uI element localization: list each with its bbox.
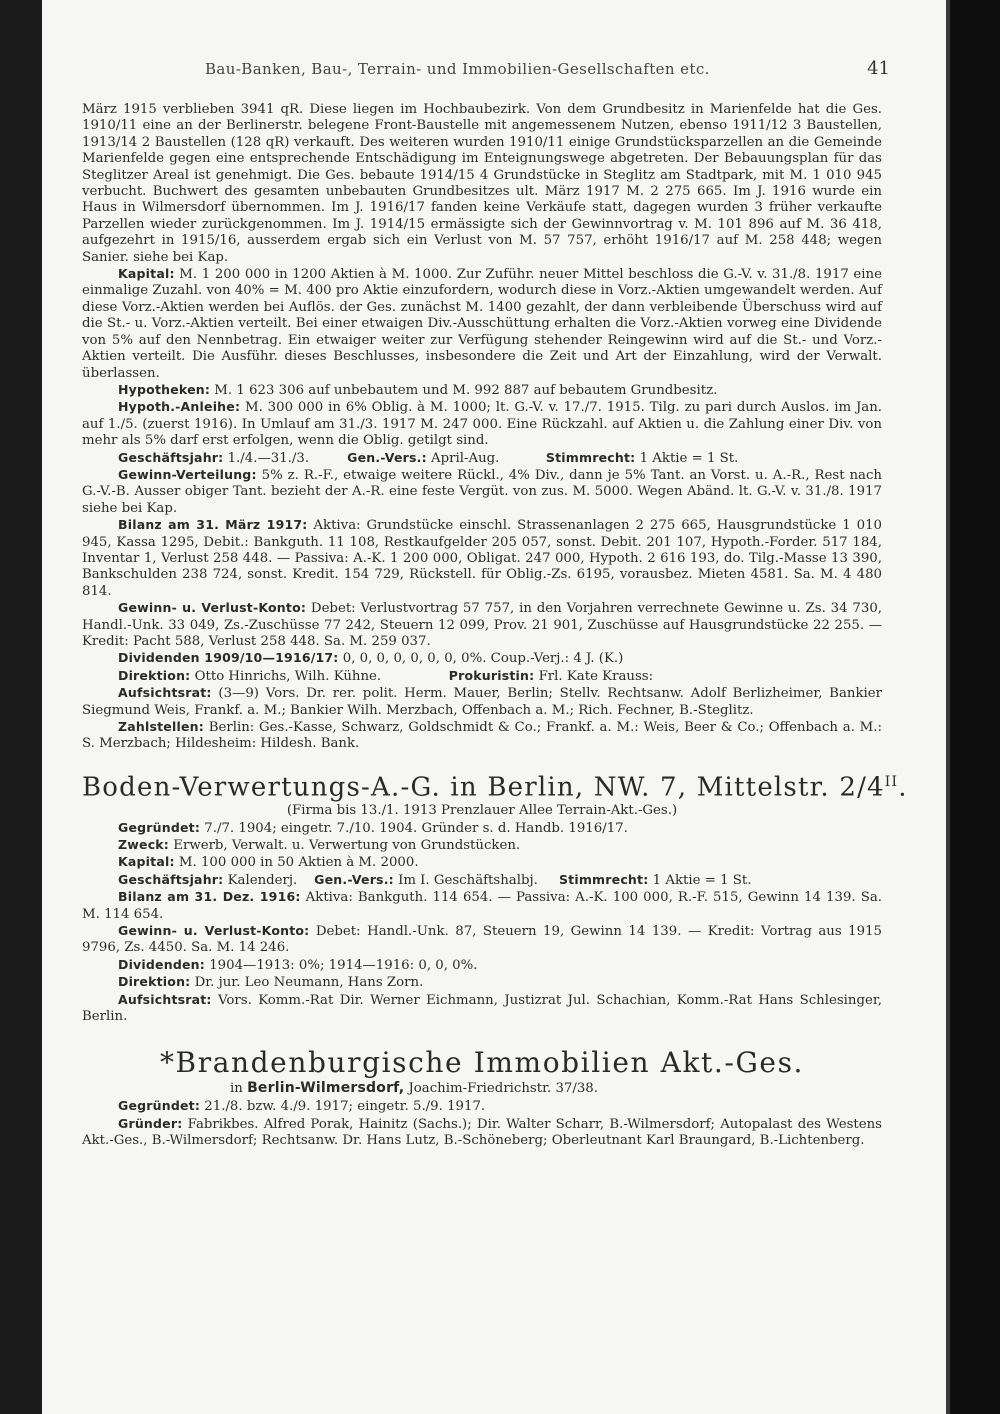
s2-aufsichtsrat <box>82 992 882 1026</box>
s2-stimm-label: Stimmrecht: <box>558 871 649 887</box>
s1-prok-text: Frl. Kate Krauss: <box>538 668 654 684</box>
s1-stimm-text: 1 Aktie = 1 St. <box>639 450 739 466</box>
s2-kapital <box>82 854 882 871</box>
header-title: Bau-Banken, Bau-, Terrain- und Immobilien-Gesellschaften etc. <box>205 60 710 78</box>
s1-zahl-label: Zahlstellen: <box>118 719 204 735</box>
s2-guv <box>82 923 882 957</box>
s1-ar-label: Aufsichtsrat: <box>118 685 212 701</box>
s1-div-label: Dividenden 1909/10—1916/17: <box>118 650 339 666</box>
s1-guv <box>82 600 882 650</box>
s1-genvers-label: Gen.-Vers.: <box>347 449 427 465</box>
s1-gewinnverteilung <box>82 467 882 517</box>
s1-bilanz-text: Aktiva: Grundstücke einschl. Strassenanlagen 2 275 665, Hausgrundstücke 1 010 945, Kassa 1295, Debit.: Bankguth. 11 108, Restkaufgelder 205 057, sonst. Debit. 201 107, Hypoth.-Forder. 517 184, Inventar 1, Verlust 258 448. — Passiva: A.-K. 1 200 000, Obligat. 247 000, Hypoth. 2 616 193, do. Tilg.-Masse 13 390, Bankschulden 238 724, sonst. Kredit. 154 729, Rückstell. für Oblig.-Zs. 6195, vorausbez. Mieten 4581. Sa. M. 4 480 814. <box>82 518 882 599</box>
s3-sub-prefix: in <box>230 1081 243 1097</box>
s3-address-line <box>230 1079 882 1098</box>
s3-sub-city: Berlin-Wilmersdorf, <box>247 1080 405 1097</box>
s2-title-sup: II <box>884 773 899 790</box>
s1-guv-label: Gewinn- u. Verlust-Konto: <box>118 600 307 616</box>
s1-zahl-text: Berlin: Ges.-Kasse, Schwarz, Goldschmidt & Co.; Frankf. a. M.: Weis, Beer & Co.; Offenbach a. M.: S. Merzbach; Hildesheim: Hildesh. Bank. <box>82 720 882 752</box>
s2-guv-label: Gewinn- u. Verlust-Konto: <box>118 922 310 938</box>
page-number: 41 <box>867 58 890 79</box>
s2-title: Boden-Verwertungs-A.-G. in Berlin, NW. 7, Mittelstr. 2/4 <box>82 772 885 803</box>
s3-sub-address: Joachim-Friedrichstr. 37/38. <box>408 1081 598 1097</box>
s3-gegr-label: Gegründet: <box>118 1098 201 1114</box>
s3-gruender-label: Gründer: <box>118 1115 183 1131</box>
s2-bilanz <box>82 889 882 923</box>
s2-company-heading <box>82 767 899 803</box>
s2-direktion <box>82 974 882 991</box>
s3-gruender-text: Fabrikbes. Alfred Porak, Hainitz (Sachs.); Dir. Walter Scharr, B.-Wilmersdorf; Autopalast des Westens Akt.-Ges., B.-Wilmersdorf; Rechtsanw. Dr. Hans Lutz, B.-Schöneberg; Oberleutnant Karl Braungard, B.-Lichtenberg. <box>82 1116 882 1149</box>
s1-kapital-text: M. 1 200 000 in 1200 Aktien à M. 1000. Zur Zuführ. neuer Mittel beschloss die G.-V. v. 31./8. 1917 eine einmalige Zuzahl. von 40% = M. 400 pro Aktie einzufordern, wodurch diese in Vorz.-Aktien umgewandelt werden. Auf diese Vorz.-Aktien werden bei Auflös. der Ges. zunächst M. 1400 gezahlt, der dann verbleibende Überschuss wird auf die St.- u. Vorz.-Aktien verteilt. Bei einer etwaigen Div.-Ausschüttung erhalten die Vorz.-Aktien vorweg eine Dividende von 5% auf den Nennbetrag. Ein etwaiger weiter zur Verfügung stehender Reingewinn wird auf die St.- und Vorz.-Aktien verteilt. Die Ausführ. dieses Beschlusses, insbesondere die Zeit und Art der Einzahlung, wird der Verwalt. überlassen. <box>82 267 882 381</box>
s2-gegruendet <box>82 820 882 837</box>
s2-dividenden <box>82 957 882 974</box>
s1-gj-label: Geschäftsjahr: <box>118 449 224 465</box>
s1-kapital-label: Kapital: <box>118 266 175 282</box>
s1-bilanz-label: Bilanz am 31. März 1917: <box>118 517 308 533</box>
s2-div-label: Dividenden: <box>118 956 205 972</box>
s1-anleihe-text: M. 300 000 in 6% Oblig. à M. 1000; lt. G.-V. v. 17./7. 1915. Tilg. zu pari durch Auslos. im Jan. auf 1./5. (zuerst 1916). In Umlauf am 31./3. 1917 M. 247 000. Eine Rückzahl. auf Aktien u. die Zahlung einer Div. von mehr als 5% darf erst erfolgen, wenn die Oblig. getilgt sind. <box>82 400 882 449</box>
s1-direktion <box>82 668 882 685</box>
s2-gegr-text: 7./7. 1904; eingetr. 7./10. 1904. Gründer s. d. Handb. 1916/17. <box>204 820 628 836</box>
s2-gj-text: Kalenderj. <box>227 872 298 888</box>
s2-genvers-text: Im I. Geschäftshalbj. <box>398 872 538 888</box>
s3-gegruendet <box>82 1098 882 1115</box>
s2-genvers-label: Gen.-Vers.: <box>314 871 394 887</box>
s2-ar-text: Vors. Komm.-Rat Dir. Werner Eichmann, Justizrat Jul. Schachian, Komm.-Rat Hans Schlesinger, Berlin. <box>82 992 882 1024</box>
s1-dividenden <box>82 650 882 667</box>
s2-zweck-label: Zweck: <box>118 836 170 852</box>
s2-bilanz-text: Aktiva: Bankguth. 114 654. — Passiva: A.-K. 100 000, R.-F. 515, Gewinn 14 139. Sa. M. 114 654. <box>82 890 882 922</box>
s1-hypotheken-text: M. 1 623 306 auf unbebautem und M. 992 887 auf bebautem Grundbesitz. <box>214 382 718 398</box>
s1-dir-text: Otto Hinrichs, Wilh. Kühne. <box>194 668 382 684</box>
s2-guv-text: Debet: Handl.-Unk. 87, Steuern 19, Gewinn 14 139. — Kredit: Vortrag aus 1915 9796, Zs. 4450. Sa. M. 14 246. <box>82 923 882 956</box>
s3-gegr-text: 21./8. bzw. 4./9. 1917; eingetr. 5./9. 1917. <box>204 1099 486 1115</box>
s1-dir-label: Direktion: <box>118 667 191 683</box>
s2-stimm-text: 1 Aktie = 1 St. <box>652 872 752 888</box>
s1-zahlstellen <box>82 719 882 753</box>
running-header <box>100 60 890 90</box>
s1-guv-text: Debet: Verlustvortrag 57 757, in den Vorjahren verrechnete Gewinne u. Zs. 34 730, Handl.-Unk. 33 049, Zs.-Zuschüsse 77 242, Steuern 12 099, Prov. 21 901, Zuschüsse auf Hausgrundstücke 22 255. — Kredit: Pacht 588, Verlust 258 448. Sa. M. 259 037. <box>82 601 883 649</box>
s3-gruender <box>82 1116 882 1150</box>
s2-ar-label: Aufsichtsrat: <box>118 991 212 1007</box>
s1-gj-text: 1./4.—31./3. <box>227 450 310 466</box>
s2-dir-text: Dr. jur. Leo Neumann, Hans Zorn. <box>194 975 424 991</box>
s1-hypotheken-label: Hypotheken: <box>118 381 211 397</box>
s2-zweck-text: Erwerb, Verwalt. u. Verwertung von Grundstücken. <box>173 837 521 853</box>
s1-genvers-text: April-Aug. <box>431 450 500 466</box>
s1-ar-text: (3—9) Vors. Dr. rer. polit. Herm. Mauer, Berlin; Stellv. Rechtsanw. Adolf Berlizheimer, Bankier Siegmund Weis, Frankf. a. M.; Bankier Wilh. Merzbach, Offenbach a. M.; Rich. Fechner, B.-Steglitz. <box>82 686 882 718</box>
s2-firma-note: (Firma bis 13./1. 1913 Prenzlauer Allee Terrain-Akt.-Ges.) <box>286 802 678 818</box>
s1-kapital <box>82 266 882 382</box>
s1-anleihe <box>82 399 882 449</box>
s2-kapital-label: Kapital: <box>118 854 175 870</box>
s2-gj-label: Geschäftsjahr: <box>118 871 224 887</box>
s3-company-heading: *Brandenburgische Immobilien Akt.-Ges. <box>159 1046 805 1080</box>
s2-meta-line <box>82 872 882 889</box>
s2-bilanz-label: Bilanz am 31. Dez. 1916: <box>118 889 301 905</box>
s2-zweck <box>82 837 882 854</box>
scan-left-border <box>0 0 42 1414</box>
page-content <box>82 102 899 1150</box>
s1-hypotheken <box>82 382 882 399</box>
s1-bilanz <box>82 517 882 600</box>
s2-gegr-label: Gegründet: <box>118 819 201 835</box>
scan-right-border <box>950 0 1000 1414</box>
s2-kapital-text: M. 100 000 in 50 Aktien à M. 2000. <box>178 855 419 871</box>
s1-gewinnvert-text: 5% z. R.-F., etwaige weitere Rückl., 4% Div., dann je 5% Tant. an Vorst. u. A.-R., Rest nach G.-V.-B. Ausser obiger Tant. bezieht der A.-R. eine feste Vergüt. von zus. M. 5000. Wegen Abänd. lt. G.-V. v. 31./8. 1917 siehe bei Kap. <box>82 467 882 516</box>
s2-div-text: 1904—1913: 0%; 1914—1916: 0, 0, 0%. <box>209 957 478 973</box>
s2-dir-label: Direktion: <box>118 974 191 990</box>
s1-intro-paragraph: März 1915 verblieben 3941 qR. Diese liegen im Hochbaubezirk. Von dem Grundbesitz in Marienfelde hat die Ges. 1910/11 eine an der Berlinerstr. belegene Front-Baustelle mit angemessenem Nutzen, ebenso 1911/12 3 Baustellen, 1913/14 2 Baustellen (128 qR) verkauft. Des weiteren wurden 1910/11 einige Grundstücksparzellen an die Gemeinde Marienfelde gegen eine entsprechende Entschädigung im Enteignungswege abgetreten. Der Bebauungsplan für das Steglitzer Areal ist genehmigt. Die Ges. bebaute 1914/15 4 Grundstücke in Steglitz am Stadtpark, mit M. 1 010 945 verbucht. Buchwert des gesamten unbebauten Grundbesitzes ult. März 1917 M. 2 275 665. Im J. 1916 wurde ein Haus in Wilmersdorf übernommen. Im J. 1916/17 fanden keine Verkäufe statt, dagegen wurden 3 früher verkaufte Parzellen wieder zurückgenommen. Im J. 1914/15 ermässigte sich der Gewinnvortrag v. M. 101 896 auf M. 36 418, aufgezehrt in 1915/16, ausserdem ergab sich ein Verlust von M. 57 757, erhöht 1916/17 auf M. 258 448; wegen Sanier. siehe bei Kap. <box>82 102 882 265</box>
s1-meta-line <box>82 450 882 467</box>
s1-stimm-label: Stimmrecht: <box>545 449 636 465</box>
s1-anleihe-label: Hypoth.-Anleihe: <box>118 399 241 415</box>
s1-gewinnvert-label: Gewinn-Verteilung: <box>118 466 257 482</box>
s1-prok-label: Prokuristin: <box>448 667 535 683</box>
s1-div-text: 0, 0, 0, 0, 0, 0, 0, 0%. Coup.-Verj.: 4 J. (K.) <box>342 651 624 667</box>
s1-aufsichtsrat <box>82 685 882 719</box>
